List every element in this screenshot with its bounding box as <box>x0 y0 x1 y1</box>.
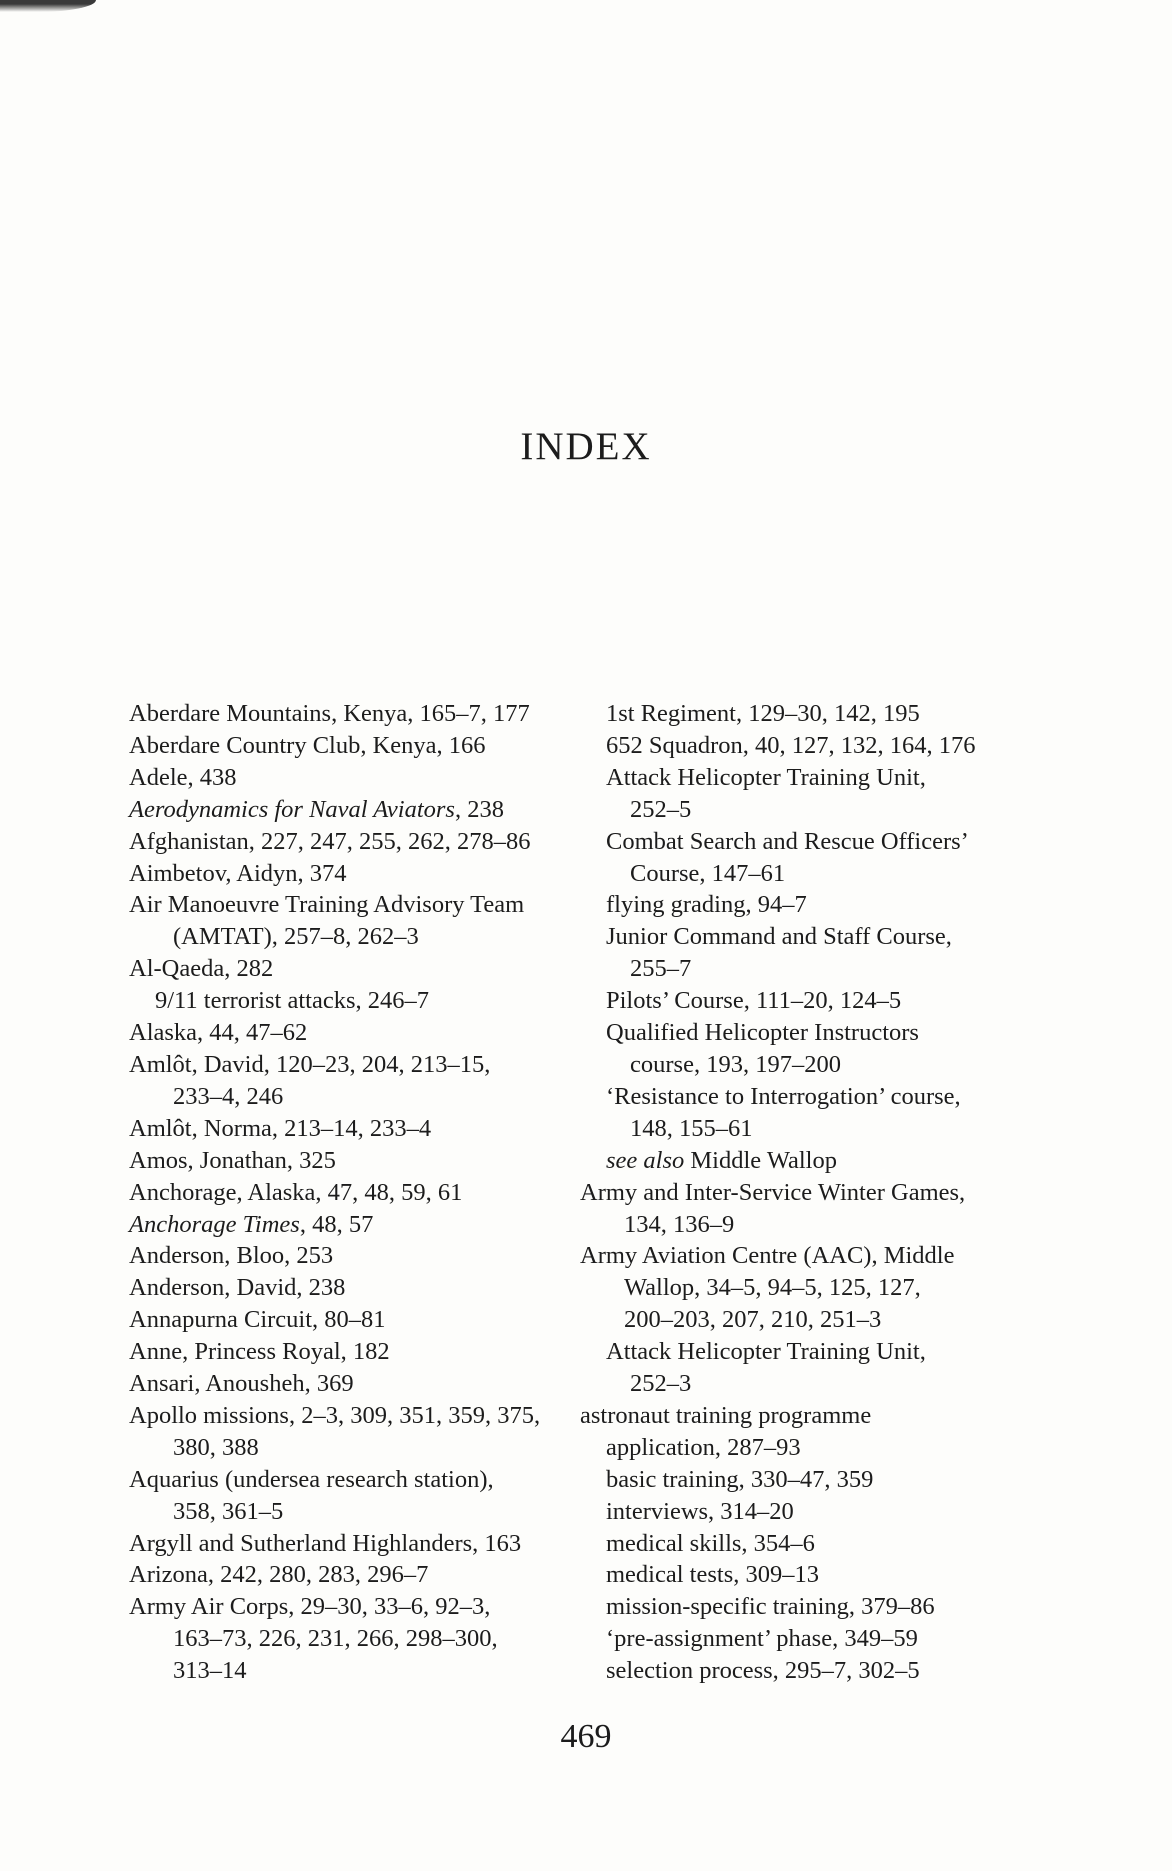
index-entry-text: Amos, Jonathan, 325 <box>129 1146 336 1174</box>
index-entry <box>580 794 1030 826</box>
index-entry <box>129 1432 569 1464</box>
index-entry <box>129 1081 569 1113</box>
index-entry-text: 134, 136–9 <box>624 1210 735 1238</box>
index-entry <box>129 1240 569 1272</box>
index-entry <box>129 889 569 921</box>
index-entry-text: astronaut training programme <box>580 1401 872 1429</box>
index-entry <box>129 1591 569 1623</box>
index-entry-text: medical skills, 354–6 <box>606 1529 815 1557</box>
index-entry-text: Aquarius (undersea research station), <box>129 1465 494 1493</box>
index-entry <box>580 1368 1030 1400</box>
index-entry <box>580 1240 1030 1272</box>
index-entry <box>129 1400 569 1432</box>
index-entry <box>580 953 1030 985</box>
index-entry <box>580 1272 1030 1304</box>
index-entry-text: , 238 <box>454 795 504 823</box>
index-entry <box>129 1559 569 1591</box>
index-entry <box>129 1623 569 1655</box>
index-entry <box>129 1655 569 1687</box>
index-entry <box>580 1655 1030 1687</box>
index-entry <box>580 1432 1030 1464</box>
index-entry <box>580 1209 1030 1241</box>
index-entry <box>129 1496 569 1528</box>
index-entry <box>580 1336 1030 1368</box>
index-entry <box>580 858 1030 890</box>
index-entry-text: 252–5 <box>630 795 692 823</box>
index-entry-text: 1st Regiment, 129–30, 142, 195 <box>606 700 920 727</box>
index-entry-text: 200–203, 207, 210, 251–3 <box>624 1306 882 1334</box>
index-entry <box>129 985 569 1017</box>
index-entry-text: Adele, 438 <box>129 763 237 791</box>
index-entry-text: Army Air Corps, 29–30, 33–6, 92–3, <box>129 1593 491 1621</box>
index-entry-text: Attack Helicopter Training Unit, <box>606 763 926 791</box>
index-entry-text: Wallop, 34–5, 94–5, 125, 127, <box>624 1274 921 1302</box>
index-entry-text: Aberdare Mountains, Kenya, 165–7, 177 <box>129 700 530 727</box>
page-number: 469 <box>560 1718 612 1755</box>
index-entry-text: flying grading, 94–7 <box>606 891 807 919</box>
index-entry-text: 148, 155–61 <box>630 1114 753 1142</box>
index-entry <box>129 794 569 826</box>
index-entry <box>129 730 569 762</box>
index-entry-text: basic training, 330–47, 359 <box>606 1465 874 1493</box>
index-entry-text: 163–73, 226, 231, 266, 298–300, <box>173 1625 498 1653</box>
index-entry-text: Anderson, Bloo, 253 <box>129 1242 334 1270</box>
index-entry-text: medical tests, 309–13 <box>606 1561 819 1589</box>
index-entry-text: 380, 388 <box>173 1433 259 1461</box>
index-entry-text: 358, 361–5 <box>173 1497 284 1525</box>
index-entry-text: Ansari, Anousheh, 369 <box>129 1370 354 1398</box>
index-entry-text: Apollo missions, 2–3, 309, 351, 359, 375, <box>129 1401 541 1429</box>
index-entry <box>580 1145 1030 1177</box>
index-entry-text: 313–14 <box>173 1657 247 1685</box>
index-entry <box>580 985 1030 1017</box>
index-entry <box>580 889 1030 921</box>
index-entry-text: 9/11 terrorist attacks, 246–7 <box>155 987 429 1015</box>
index-entry-text: Army and Inter-Service Winter Games, <box>580 1178 966 1206</box>
index-entry <box>129 1017 569 1049</box>
index-entry <box>580 826 1030 858</box>
index-entry-text: (AMTAT), 257–8, 262–3 <box>173 923 419 951</box>
index-entry <box>129 921 569 953</box>
index-entry-text: course, 193, 197–200 <box>630 1050 841 1078</box>
index-entry <box>129 1304 569 1336</box>
index-column-left <box>129 698 569 1687</box>
index-entry-text: Alaska, 44, 47–62 <box>129 1019 308 1047</box>
index-entry <box>129 1209 569 1241</box>
index-entry-text: Course, 147–61 <box>630 859 786 887</box>
index-entry-text: mission-specific training, 379–86 <box>606 1593 935 1621</box>
index-entry <box>129 953 569 985</box>
index-entry <box>129 698 569 730</box>
index-column-right <box>580 698 1030 1687</box>
index-entry <box>129 1368 569 1400</box>
index-entry <box>580 1177 1030 1209</box>
index-entry <box>129 1145 569 1177</box>
index-entry <box>580 1113 1030 1145</box>
index-entry-text: Pilots’ Course, 111–20, 124–5 <box>606 987 902 1015</box>
index-entry-text: Army Aviation Centre (AAC), Middle <box>580 1242 955 1270</box>
index-entry <box>580 921 1030 953</box>
index-entry-text: Attack Helicopter Training Unit, <box>606 1338 926 1366</box>
index-entry-text: Junior Command and Staff Course, <box>606 923 952 951</box>
index-entry <box>129 762 569 794</box>
index-entry <box>580 1591 1030 1623</box>
index-entry <box>580 1496 1030 1528</box>
index-entry <box>129 1464 569 1496</box>
index-entry-text: , 48, 57 <box>299 1210 374 1238</box>
index-entry <box>580 730 1030 762</box>
index-entry-text: Amlôt, Norma, 213–14, 233–4 <box>129 1114 432 1142</box>
index-entry-text: Afghanistan, 227, 247, 255, 262, 278–86 <box>129 827 531 855</box>
index-entry <box>580 1623 1030 1655</box>
page-title: INDEX <box>520 425 652 468</box>
index-entry-text: Annapurna Circuit, 80–81 <box>129 1306 386 1334</box>
index-entry <box>129 1177 569 1209</box>
index-entry-text: Anne, Princess Royal, 182 <box>129 1338 390 1366</box>
index-entry <box>129 1528 569 1560</box>
index-entry-italic: see also <box>606 1146 685 1174</box>
index-entry-text: selection process, 295–7, 302–5 <box>606 1657 920 1685</box>
index-entry <box>580 1049 1030 1081</box>
index-entry-text: application, 287–93 <box>606 1433 801 1461</box>
index-entry-text: Qualified Helicopter Instructors <box>606 1019 919 1047</box>
index-entry-text: Amlôt, David, 120–23, 204, 213–15, <box>129 1050 491 1078</box>
index-entry-text: Aberdare Country Club, Kenya, 166 <box>129 731 486 759</box>
index-entry <box>580 698 1030 730</box>
index-entry-text: 233–4, 246 <box>173 1082 284 1110</box>
index-entry <box>580 1528 1030 1560</box>
scan-corner-mark <box>0 0 96 12</box>
index-entry <box>580 762 1030 794</box>
index-entry-italic: Aerodynamics for Naval Aviators <box>129 795 455 823</box>
index-entry <box>129 1336 569 1368</box>
index-entry <box>129 826 569 858</box>
index-entry-text: Middle Wallop <box>684 1146 837 1174</box>
index-entry-text: Al-Qaeda, 282 <box>129 955 274 983</box>
index-entry-text: 652 Squadron, 40, 127, 132, 164, 176 <box>606 731 976 759</box>
index-entry <box>580 1464 1030 1496</box>
index-entry-text: 252–3 <box>630 1370 692 1398</box>
index-entry <box>580 1017 1030 1049</box>
index-entry-text: Air Manoeuvre Training Advisory Team <box>129 891 525 919</box>
index-entry-text: Anderson, David, 238 <box>129 1274 346 1302</box>
index-entry <box>129 858 569 890</box>
index-entry-text: Anchorage, Alaska, 47, 48, 59, 61 <box>129 1178 463 1206</box>
index-entry <box>580 1400 1030 1432</box>
index-entry-text: Argyll and Sutherland Highlanders, 163 <box>129 1529 522 1557</box>
index-entry-text: Aimbetov, Aidyn, 374 <box>129 859 347 887</box>
index-entry <box>129 1272 569 1304</box>
index-entry-text: 255–7 <box>630 955 692 983</box>
index-entry <box>129 1049 569 1081</box>
index-entry <box>580 1081 1030 1113</box>
index-entry-text: ‘Resistance to Interrogation’ course, <box>606 1082 961 1110</box>
index-entry-italic: Anchorage Times <box>129 1210 300 1238</box>
index-entry-text: Combat Search and Rescue Officers’ <box>606 827 969 855</box>
index-entry <box>580 1304 1030 1336</box>
index-entry <box>129 1113 569 1145</box>
index-entry-text: ‘pre-assignment’ phase, 349–59 <box>606 1625 918 1653</box>
index-entry <box>580 1559 1030 1591</box>
index-entry-text: Arizona, 242, 280, 283, 296–7 <box>129 1561 429 1589</box>
index-entry-text: interviews, 314–20 <box>606 1497 794 1525</box>
